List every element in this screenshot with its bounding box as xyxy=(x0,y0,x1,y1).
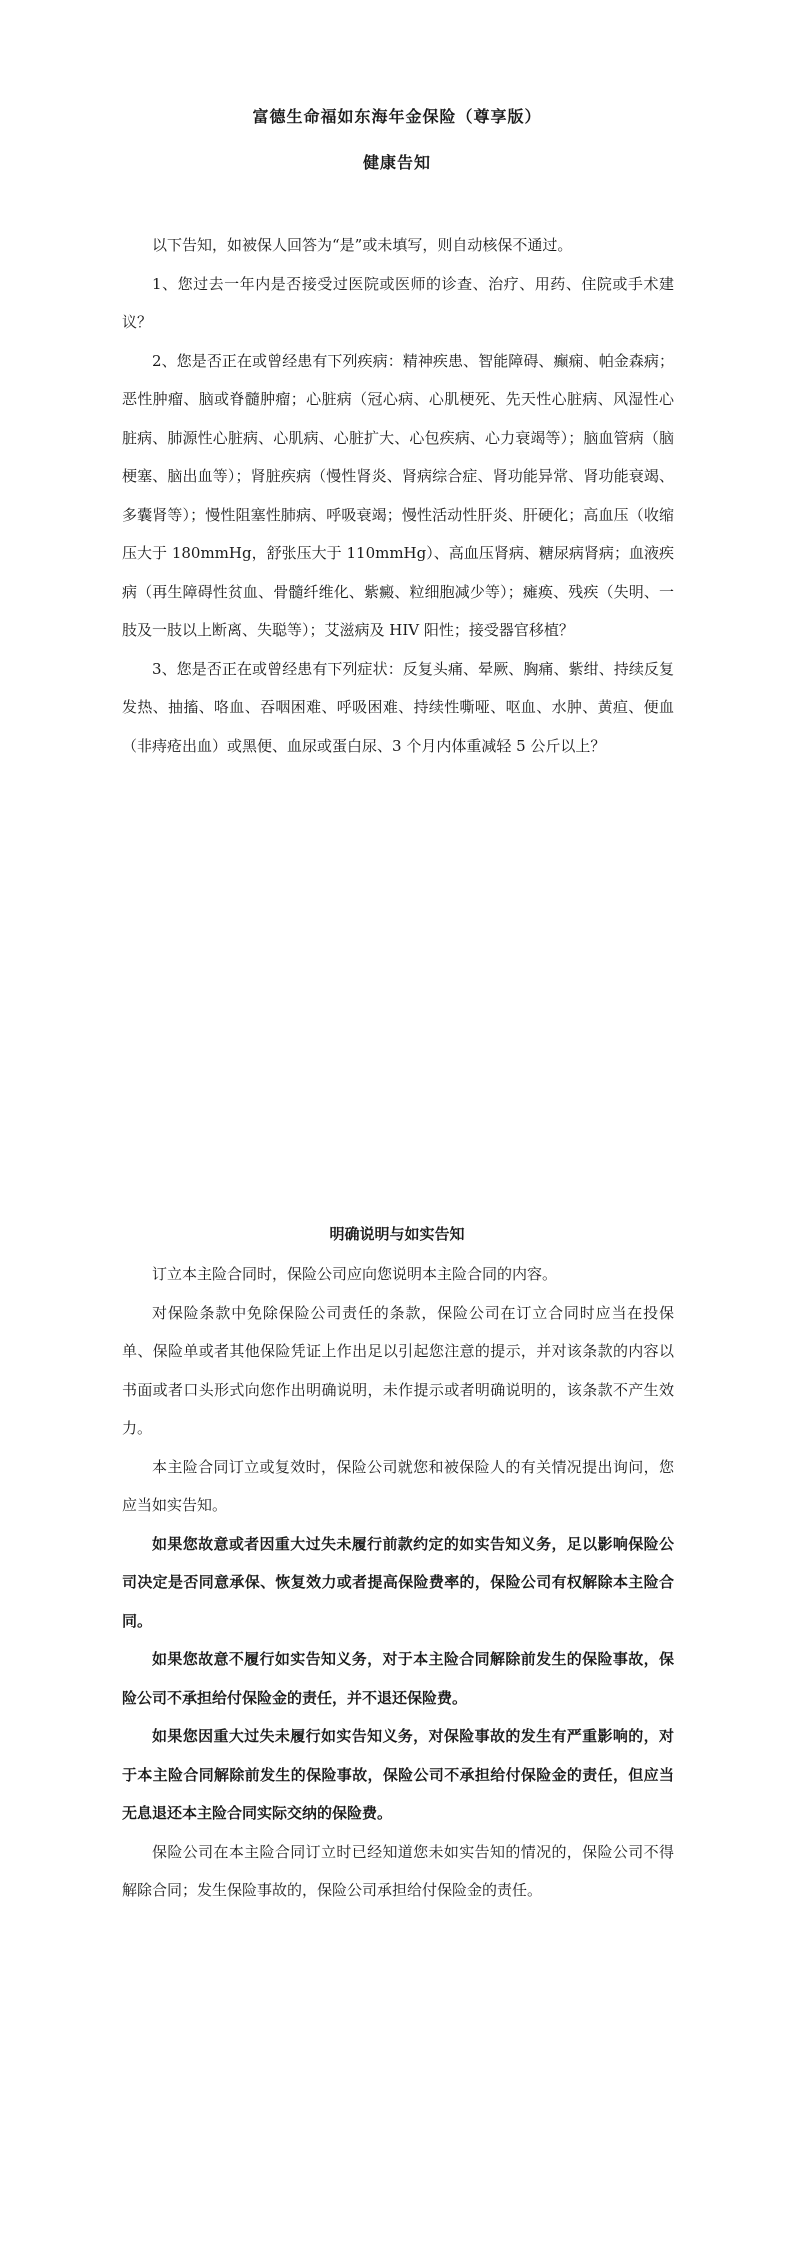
disclosure-paragraph-6: 如果您因重大过失未履行如实告知义务，对保险事故的发生有严重影响的，对于本主险合同解除前发生的保险事故，保险公司不承担给付保险金的责任，但应当无息退还本主险合同实际交纳的保险费。 xyxy=(122,1727,674,1822)
health-question-2: 2、您是否正在或曾经患有下列疾病：精神疾患、智能障碍、癫痫、帕金森病；恶性肿瘤、脑或脊髓肿瘤；心脏病（冠心病、心肌梗死、先天性心脏病、风湿性心脏病、肺源性心脏病、心肌病、心脏扩大、心包疾病、心力衰竭等）；脑血管病（脑梗塞、脑出血等）；肾脏疾病（慢性肾炎、肾病综合症、肾功能异常、肾功能衰竭、多囊肾等）；慢性阻塞性肺病、呼吸衰竭；慢性活动性肝炎、肝硬化；高血压（收缩压大于 180mmHg，舒张压大于 110mmHg）、高血压肾病、糖尿病肾病；血液疾病（再生障碍性贫血、骨髓纤维化、紫癜、粒细胞减少等）；瘫痪、残疾（失明、一肢及一肢以上断离、失聪等）；艾滋病及 HIV 阳性；接受器官移植？ xyxy=(122,351,674,639)
document-subtitle: 健康告知 xyxy=(362,153,431,172)
disclosure-paragraph-5: 如果您故意不履行如实告知义务，对于本主险合同解除前发生的保险事故，保险公司不承担给付保险金的责任，并不退还保险费。 xyxy=(122,1650,674,1707)
disclosure-paragraph-4: 如果您故意或者因重大过失未履行前款约定的如实告知义务，足以影响保险公司决定是否同意承保、恢复效力或者提高保险费率的，保险公司有权解除本主险合同。 xyxy=(122,1534,674,1630)
disclosure-paragraph-3: 本主险合同订立或复效时，保险公司就您和被保险人的有关情况提出询问，您应当如实告知。 xyxy=(122,1457,674,1514)
health-intro: 以下告知，如被保人回答为“是”或未填写，则自动核保不通过。 xyxy=(152,236,573,254)
health-question-3: 3、您是否正在或曾经患有下列症状：反复头痛、晕厥、胸痛、紫绀、持续反复发热、抽搐、咯血、吞咽困难、呼吸困难、持续性嘶哑、呕血、水肿、黄疸、便血（非痔疮出血）或黑便、血尿或蛋白尿、3 个月内体重减轻 5 公斤以上？ xyxy=(122,659,674,755)
disclosure-paragraph-7: 保险公司在本主险合同订立时已经知道您未如实告知的情况的，保险公司不得解除合同；发生保险事故的，保险公司承担给付保险金的责任。 xyxy=(122,1842,674,1899)
health-notice-section xyxy=(122,226,674,765)
disclosure-paragraph-2: 对保险条款中免除保险公司责任的条款，保险公司在订立合同时应当在投保单、保险单或者其他保险凭证上作出足以引起您注意的提示，并对该条款的内容以书面或者口头形式向您作出明确说明，未作提示或者明确说明的，该条款不产生效力。 xyxy=(122,1303,674,1437)
health-question-1: 1、您过去一年内是否接受过医院或医师的诊查、治疗、用药、住院或手术建议？ xyxy=(122,274,674,331)
disclosure-section xyxy=(122,1255,674,1910)
document-title: 富德生命福如东海年金保险（尊享版） xyxy=(252,107,542,126)
disclosure-title: 明确说明与如实告知 xyxy=(329,1225,465,1243)
disclosure-paragraph-1: 订立本主险合同时，保险公司应向您说明本主险合同的内容。 xyxy=(152,1265,558,1283)
